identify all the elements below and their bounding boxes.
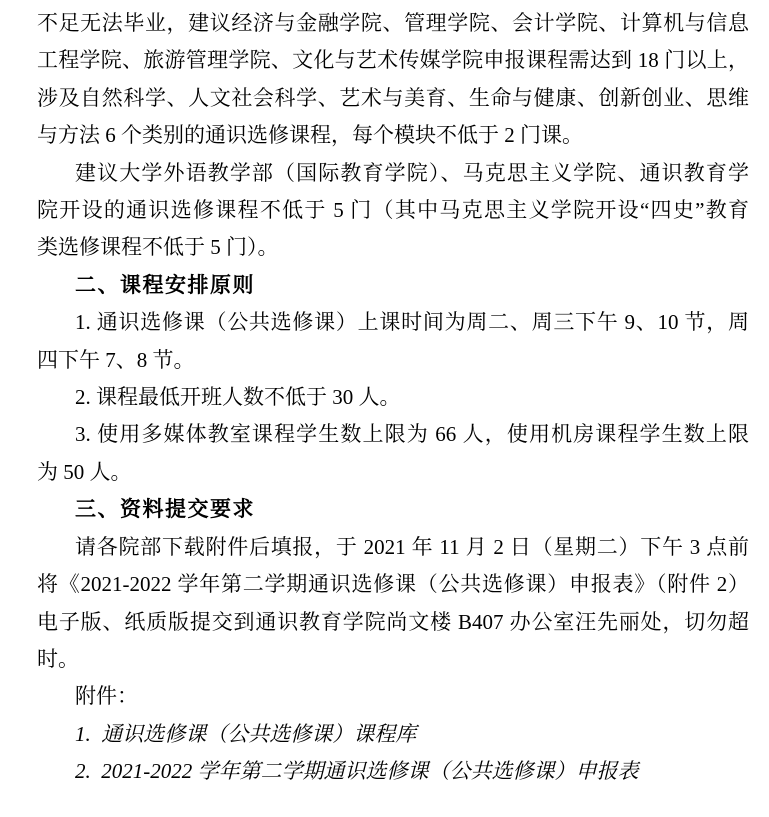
text-line: 3. 使用多媒体教室课程学生数上限为 66 人，使用机房课程学生数上限: [75, 422, 749, 447]
attachment-item: 1. 通识选修课（公共选修课）课程库: [75, 721, 417, 746]
attachment-item: 2. 2021-2022 学年第二学期通识选修课（公共选修课）申报表: [75, 759, 639, 784]
text-line: 四下午 7、8 节。: [37, 347, 195, 372]
text-line: 附件：: [75, 684, 138, 709]
document-body: [37, 5, 749, 791]
text-line: 将《2021-2022 学年第二学期通识选修课（公共选修课）申报表》（附件 2）: [37, 572, 749, 597]
text-line: 2. 课程最低开班人数不低于 30 人。: [75, 385, 401, 410]
section-heading: 二、课程安排原则: [75, 273, 255, 297]
text-line: 不足无法毕业，建议经济与金融学院、管理学院、会计学院、计算机与信息: [37, 11, 749, 35]
text-line: 为 50 人。: [37, 459, 132, 484]
text-line: 涉及自然科学、人文社会科学、艺术与美育、生命与健康、创新创业、思维: [37, 85, 749, 110]
text-line: 时。: [37, 646, 79, 671]
text-line: 类选修课程不低于 5 门）。: [37, 235, 279, 260]
text-line: 电子版、纸质版提交到通识教育学院尚文楼 B407 办公室汪先丽处，切勿超: [37, 609, 749, 634]
text-line: 院开设的通识选修课程不低于 5 门（其中马克思主义学院开设“四史”教育: [37, 198, 749, 223]
text-line: 建议大学外语教学部（国际教育学院）、马克思主义学院、通识教育学: [75, 160, 749, 185]
text-line: 与方法 6 个类别的通识选修课程，每个模块不低于 2 门课。: [37, 123, 583, 148]
text-line: 1. 通识选修课（公共选修课）上课时间为周二、周三下午 9、10 节，周: [75, 310, 749, 335]
text-line: 请各院部下载附件后填报，于 2021 年 11 月 2 日（星期二）下午 3 点前: [75, 534, 749, 559]
text-line: 工程学院、旅游管理学院、文化与艺术传媒学院申报课程需达到 18 门以上，: [37, 48, 749, 73]
section-heading: 三、资料提交要求: [75, 498, 255, 522]
